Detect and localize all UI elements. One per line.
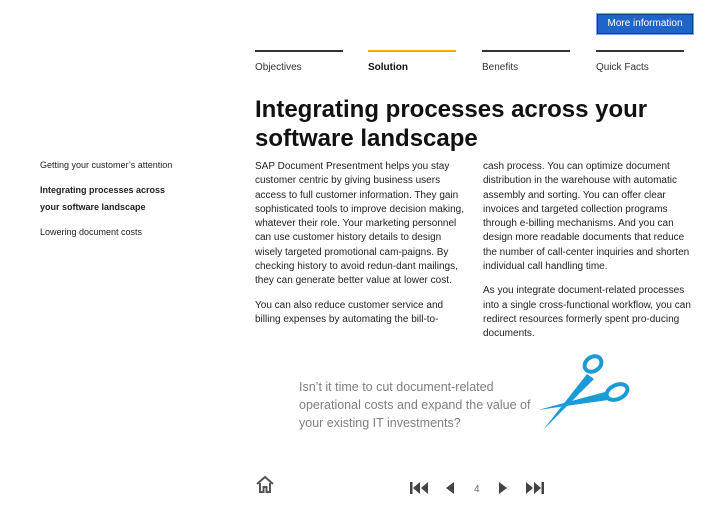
tab-solution[interactable] (368, 50, 456, 80)
body-column-right (483, 160, 697, 352)
page-number: 4 (474, 484, 480, 495)
tab-indicator (596, 50, 684, 52)
tab-label: Solution (368, 62, 408, 73)
first-page-icon[interactable] (410, 482, 430, 494)
tab-objectives[interactable] (255, 50, 343, 80)
tab-indicator-active (368, 50, 456, 52)
scissors-icon (535, 350, 650, 450)
last-page-icon[interactable] (524, 482, 544, 494)
next-page-icon[interactable] (499, 482, 507, 494)
home-icon[interactable] (255, 474, 275, 494)
tab-label: Objectives (255, 62, 302, 73)
body-column-left (255, 160, 469, 337)
tab-indicator (255, 50, 343, 52)
more-information-button[interactable]: More information (596, 13, 694, 35)
body-paragraph: You can also reduce customer service and billing expenses by automating the bill-to- (255, 299, 444, 325)
page-title: Integrating processes across your software landscape (255, 96, 648, 152)
tab-label: Quick Facts (596, 62, 649, 73)
pull-quote: Isn’t it time to cut document-related operational costs and expand the value of your existing IT investments? (299, 380, 531, 430)
body-paragraph: SAP Document Presentment helps you stay customer centric by giving business users access to full customer information. They gain sophisticated tools to improve decision making, whatever their role. Your marketing personnel can use customer history details to design wisely targeted promotional cam-paigns. By checking history to avoid redun-dant mailings, they can generate better value at lower cost. (255, 161, 464, 287)
tab-indicator (482, 50, 570, 52)
sidebar-item-label: Integrating processes across (40, 185, 166, 195)
sidebar-item-label: your software landscape (40, 202, 146, 212)
body-paragraph: cash process. You can optimize document distribution in the warehouse with automatic assembly and sorting. You can offer clear invoices and targeted collection programs through e-billing mechanisms. And you can design more readable documents that reduce the number of call-center inquiries and shorten individual call handling time. (483, 161, 690, 273)
sidebar-item-integrating-processes[interactable] (40, 182, 190, 216)
previous-page-icon[interactable] (446, 482, 454, 494)
sidebar-item-customer-attention[interactable]: Getting your customer’s attention (40, 160, 173, 170)
sidebar-item-lowering-costs[interactable]: Lowering document costs (40, 227, 143, 237)
tab-label: Benefits (482, 62, 519, 73)
body-paragraph: As you integrate document-related processes into a single cross-functional workflow, you can redirect resources formerly spent pro-ducing documents. (483, 285, 691, 340)
tab-benefits[interactable] (482, 50, 570, 80)
tab-quick-facts[interactable] (596, 50, 684, 80)
